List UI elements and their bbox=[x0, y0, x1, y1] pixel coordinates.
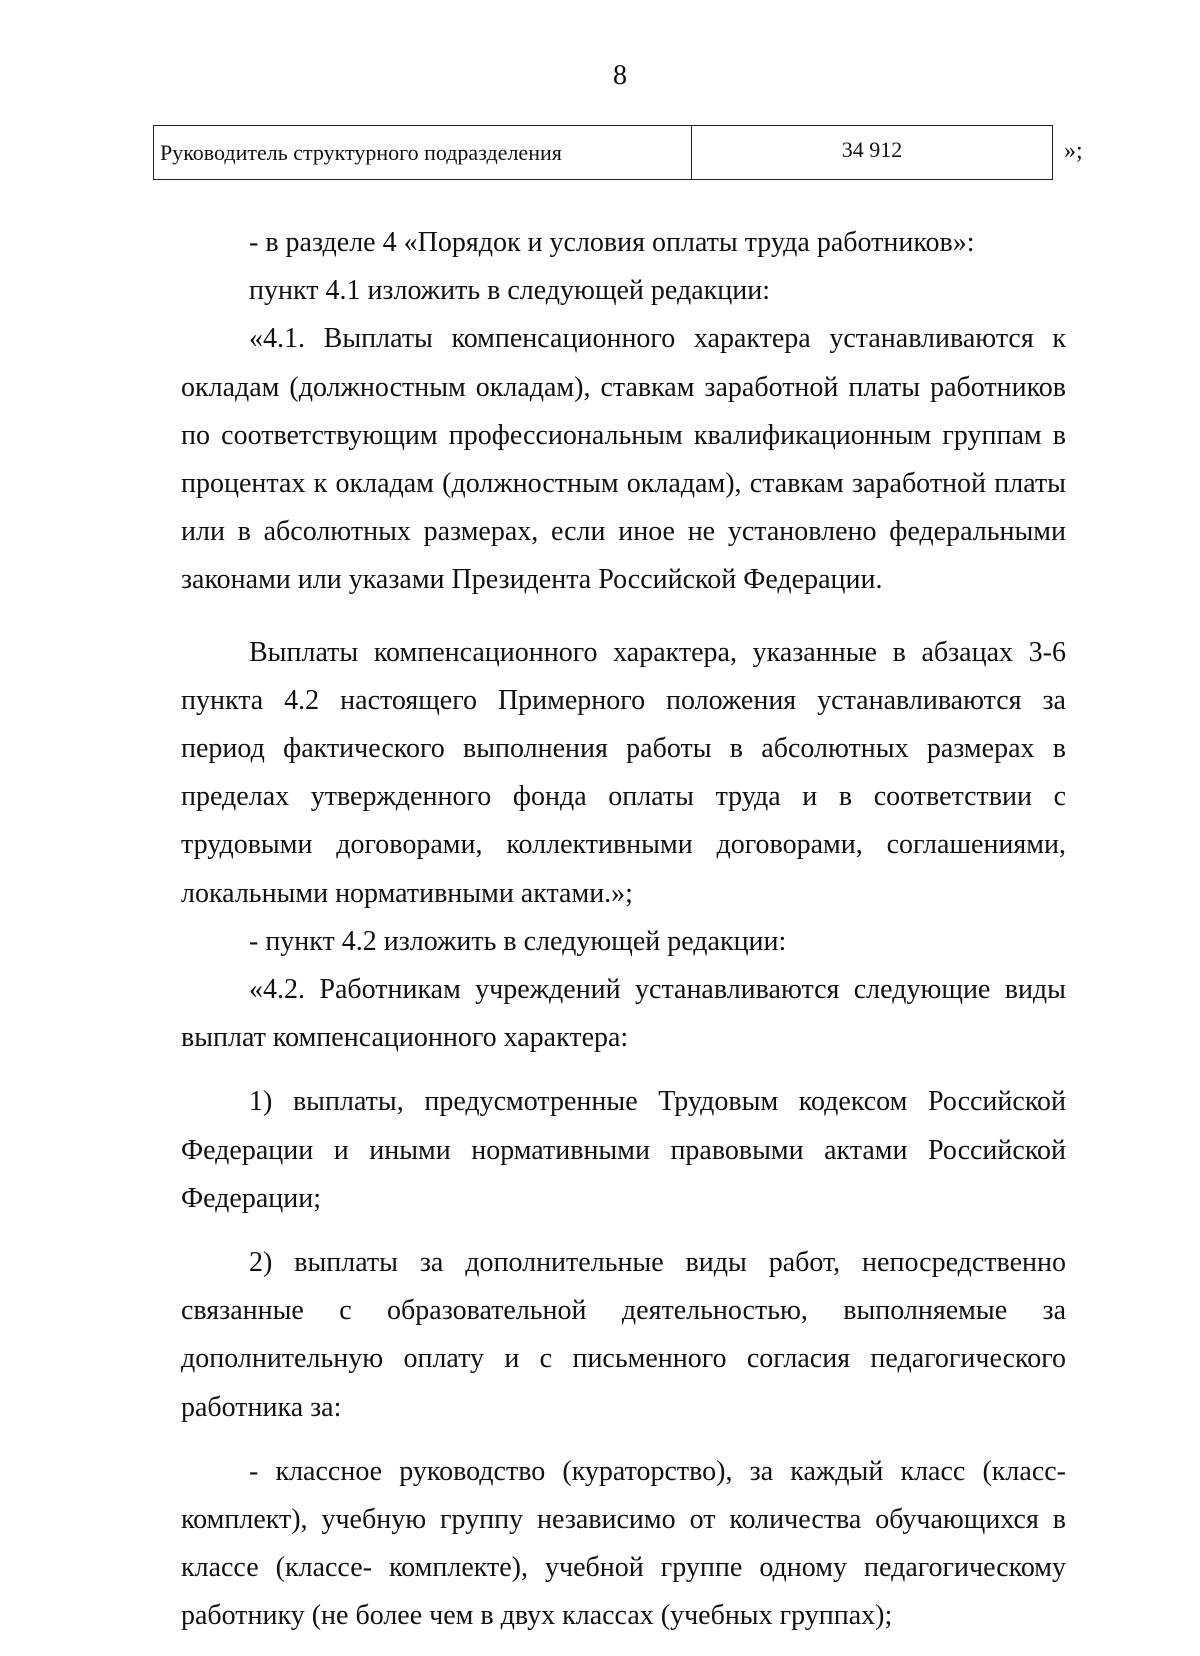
page-number: 8 bbox=[613, 60, 627, 91]
paragraph-class-management: - классное руководство (кураторство), за каждый класс (класс-комплект), учебную группу независимо от количества обучающихся в классе (классе- комплекте), учебной группе одному педагогическому работнику (не более чем в двух классах (учебных группах); bbox=[181, 1455, 1066, 1632]
salary-table bbox=[153, 125, 1053, 180]
paragraph-compensation-period: Выплаты компенсационного характера, указанные в абзацах 3-6 пункта 4.2 настоящего Примерного положения устанавливаются за период фактического выполнения работы в абсолютных размерах в пределах утвержденного фонда оплаты труда и в соответствии с трудовыми договорами, коллективными договорами, соглашениями, локальными нормативными актами.»; bbox=[181, 636, 1066, 909]
paragraph-point-4-2-intro: - пункт 4.2 изложить в следующей редакции: bbox=[249, 925, 787, 957]
paragraph-section-4-intro: - в разделе 4 «Порядок и условия оплаты труда работников»: bbox=[249, 227, 975, 258]
salary-value-cell: 34 912 bbox=[841, 136, 903, 162]
position-title-cell: Руководитель структурного подразделения bbox=[154, 126, 692, 179]
paragraph-item-2: 2) выплаты за дополнительные виды работ, непосредственно связанные с образовательной деятельностью, выполняемые за дополнительную оплату и с письменного согласия педагогического работника за: bbox=[181, 1247, 1066, 1423]
document-body bbox=[181, 219, 1066, 1641]
paragraph-point-4-1-intro: пункт 4.1 изложить в следующей редакции: bbox=[249, 275, 770, 307]
paragraph-item-1: 1) выплаты, предусмотренные Трудовым кодексом Российской Федерации и иными нормативными правовыми актами Российской Федерации; bbox=[181, 1086, 1066, 1214]
paragraph-point-4-1-text: «4.1. Выплаты компенсационного характера устанавливаются к окладам (должностным окладам), ставкам заработной платы работников по соответствующим профессиональным квалификационным группам в процентах к окладам (должностным окладам), ставкам заработной платы или в абсолютных размерах, если иное не установлено федеральными законами или указами Президента Российской Федерации. bbox=[181, 323, 1066, 596]
paragraph-point-4-2-text: «4.2. Работникам учреждений устанавливаются следующие виды выплат компенсационного характера: bbox=[181, 974, 1066, 1054]
closing-quote-mark: »; bbox=[1064, 138, 1083, 164]
